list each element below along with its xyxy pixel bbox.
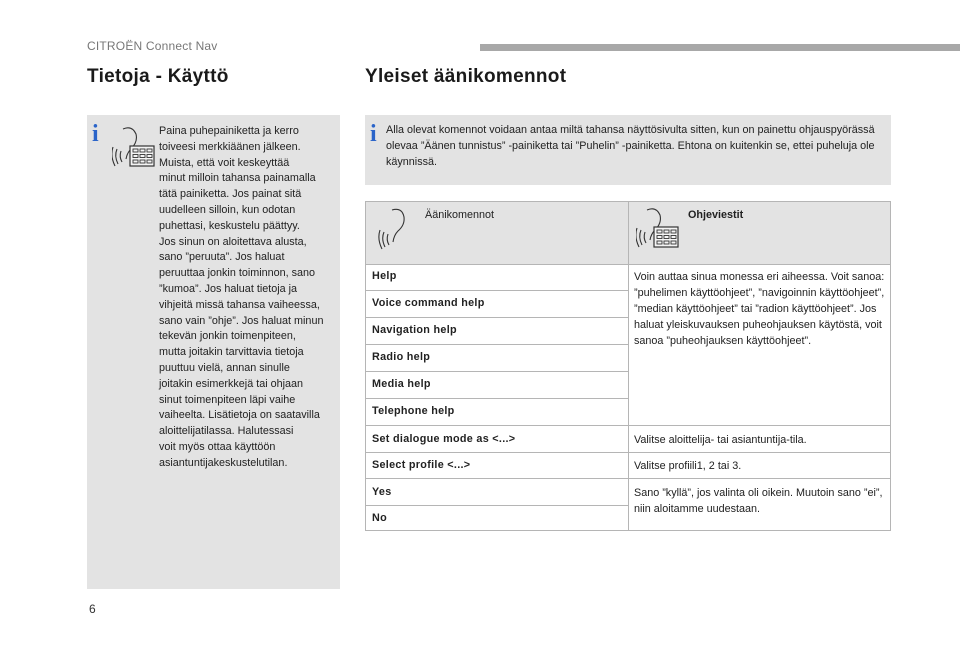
row-divider xyxy=(366,290,628,291)
command-navigation-help: Navigation help xyxy=(372,324,457,336)
row-divider xyxy=(366,478,890,479)
command-radio-help: Radio help xyxy=(372,351,431,363)
right-heading: Yleiset äänikomennot xyxy=(365,66,567,87)
voice-command-icon xyxy=(636,206,680,255)
voice-command-icon xyxy=(112,125,156,174)
response-help: Voin auttaa sinua monessa eri aiheessa. Voit sanoa: ”puhelimen käyttöohjeet”, ”navigoinnin käyttöohjeet”, ”median käyttöohjeet” tai ”radion käyttöohjeet”. Jos haluat yleiskuvauksen puheohjauksen käytöstä, voit sanoa ”puheohjauksen käyttöohjeet”. xyxy=(634,271,885,347)
row-divider xyxy=(366,452,890,453)
page-number: 6 xyxy=(89,602,96,616)
row-divider xyxy=(366,371,628,372)
column-header-messages: Ohjeviestit xyxy=(688,209,744,221)
left-info-text: Paina puhepainiketta ja kerro toiveesi merkkiäänen jälkeen. Muista, että voit keskeyttää minut milloin tahansa painamalla tätä painiketta. Jos painat sitä uudelleen silloin, kun odotan puhettasi, keskustelu päättyy. Jos sinun on aloitettava alusta, sano ”peruuta”. Jos haluat peruuttaa jonkin toiminnon, sano ”kumoa”. Jos haluat tietoja ja vihjeitä missä tahansa vaiheessa, sano vain ”ohje”. Jos haluat minun tekevän jonkin toimenpiteen, mutta joitakin tarvittavia tietoja puuttuu vielä, annan sinulle joitakin esimerkkejä tai ohjaan sinut toimenpiteen läpi vaihe vaiheelta. Lisätietoja on saatavilla aloittelijatilassa. Halutessasi voit myös ottaa käyttöön asiantuntijakeskustelutilan. xyxy=(159,125,324,469)
right-info-panel xyxy=(365,115,891,185)
left-heading: Tietoja - Käyttö xyxy=(87,66,229,87)
command-yes: Yes xyxy=(372,486,392,498)
row-divider xyxy=(366,398,628,399)
command-voice-help: Voice command help xyxy=(372,297,485,309)
column-header-commands: Äänikomennot xyxy=(425,209,495,221)
header-bar xyxy=(480,44,960,51)
response-yes-no: Sano ”kyllä”, jos valinta oli oikein. Muutoin sano ”ei”, niin aloitamme uudestaan. xyxy=(634,487,883,515)
response-select-profile: Valitse profiili1, 2 tai 3. xyxy=(634,460,742,472)
column-divider xyxy=(628,202,629,530)
info-icon: i xyxy=(92,121,99,147)
row-divider xyxy=(366,317,628,318)
voice-commands-table xyxy=(365,201,891,531)
row-divider xyxy=(366,425,890,426)
row-divider xyxy=(366,344,628,345)
info-icon: i xyxy=(370,121,377,147)
response-dialogue-mode: Valitse aloittelija- tai asiantuntija-tila. xyxy=(634,434,807,446)
command-no: No xyxy=(372,512,387,524)
command-select-profile: Select profile <...> xyxy=(372,459,471,471)
command-dialogue-mode: Set dialogue mode as <...> xyxy=(372,433,516,445)
row-divider xyxy=(366,505,628,506)
header-title: CITROËN Connect Nav xyxy=(87,39,218,53)
right-info-text: Alla olevat komennot voidaan antaa miltä tahansa näyttösivulta sitten, kun on painettu ohjauspyörässä olevaa ”Äänen tunnistus” -painiketta tai ”Puhelin” -painiketta. Ehtona on kuitenkin se, ettei puheluja ole käynnissä. xyxy=(386,124,875,168)
voice-command-icon xyxy=(374,206,418,255)
command-telephone-help: Telephone help xyxy=(372,405,455,417)
command-help: Help xyxy=(372,270,397,282)
left-info-panel xyxy=(87,115,340,589)
command-media-help: Media help xyxy=(372,378,431,390)
